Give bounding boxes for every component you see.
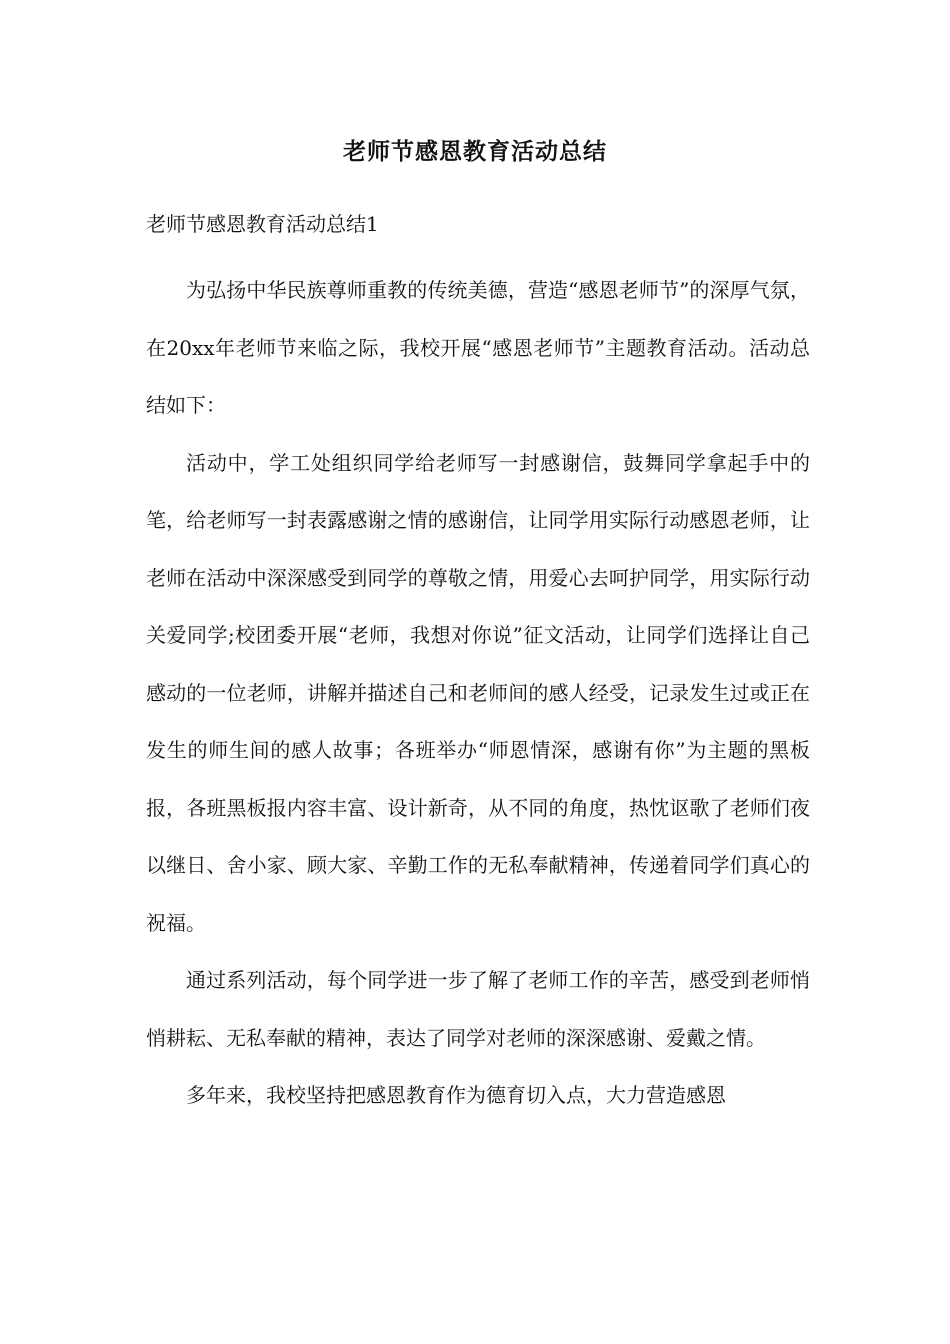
paragraph-3: 通过系列活动，每个同学进一步了解了老师工作的辛苦，感受到老师悄悄耕耘、无私奉献的精神，表达了同学对老师的深深感谢、爱戴之情。 — [146, 968, 810, 1050]
paragraph-2: 活动中，学工处组织同学给老师写一封感谢信，鼓舞同学拿起手中的笔，给老师写一封表露感谢之情的感谢信，让同学用实际行动感恩老师，让老师在活动中深深感受到同学的尊敬之情，用爱心去呵护同学，用实际行动关爱同学;校团委开展“老师，我想对你说”征文活动，让同学们选择让自己感动的一位老师，讲解并描述自己和老师间的感人经受，记录发生过或正在发生的师生间的感人故事；各班举办“师恩情深，感谢有你”为主题的黑板报，各班黑板报内容丰富、设计新奇，从不同的角度，热忱讴歌了老师们夜以继日、舍小家、顾大家、辛勤工作的无私奉献精神，传递着同学们真心的祝福。 — [146, 450, 810, 935]
document-title: 老师节感恩教育活动总结 — [343, 138, 607, 165]
paragraph-4: 多年来，我校坚持把感恩教育作为德育切入点，大力营造感恩 — [186, 1083, 726, 1107]
paragraph-1: 为弘扬中华民族尊师重教的传统美德，营造“感恩老师节”的深厚气氛，在20xx年老师节来临之际，我校开展“感恩老师节”主题教育活动。活动总结如下： — [146, 278, 810, 417]
document-body — [146, 262, 810, 1125]
section-heading: 老师节感恩教育活动总结1 — [146, 212, 379, 236]
